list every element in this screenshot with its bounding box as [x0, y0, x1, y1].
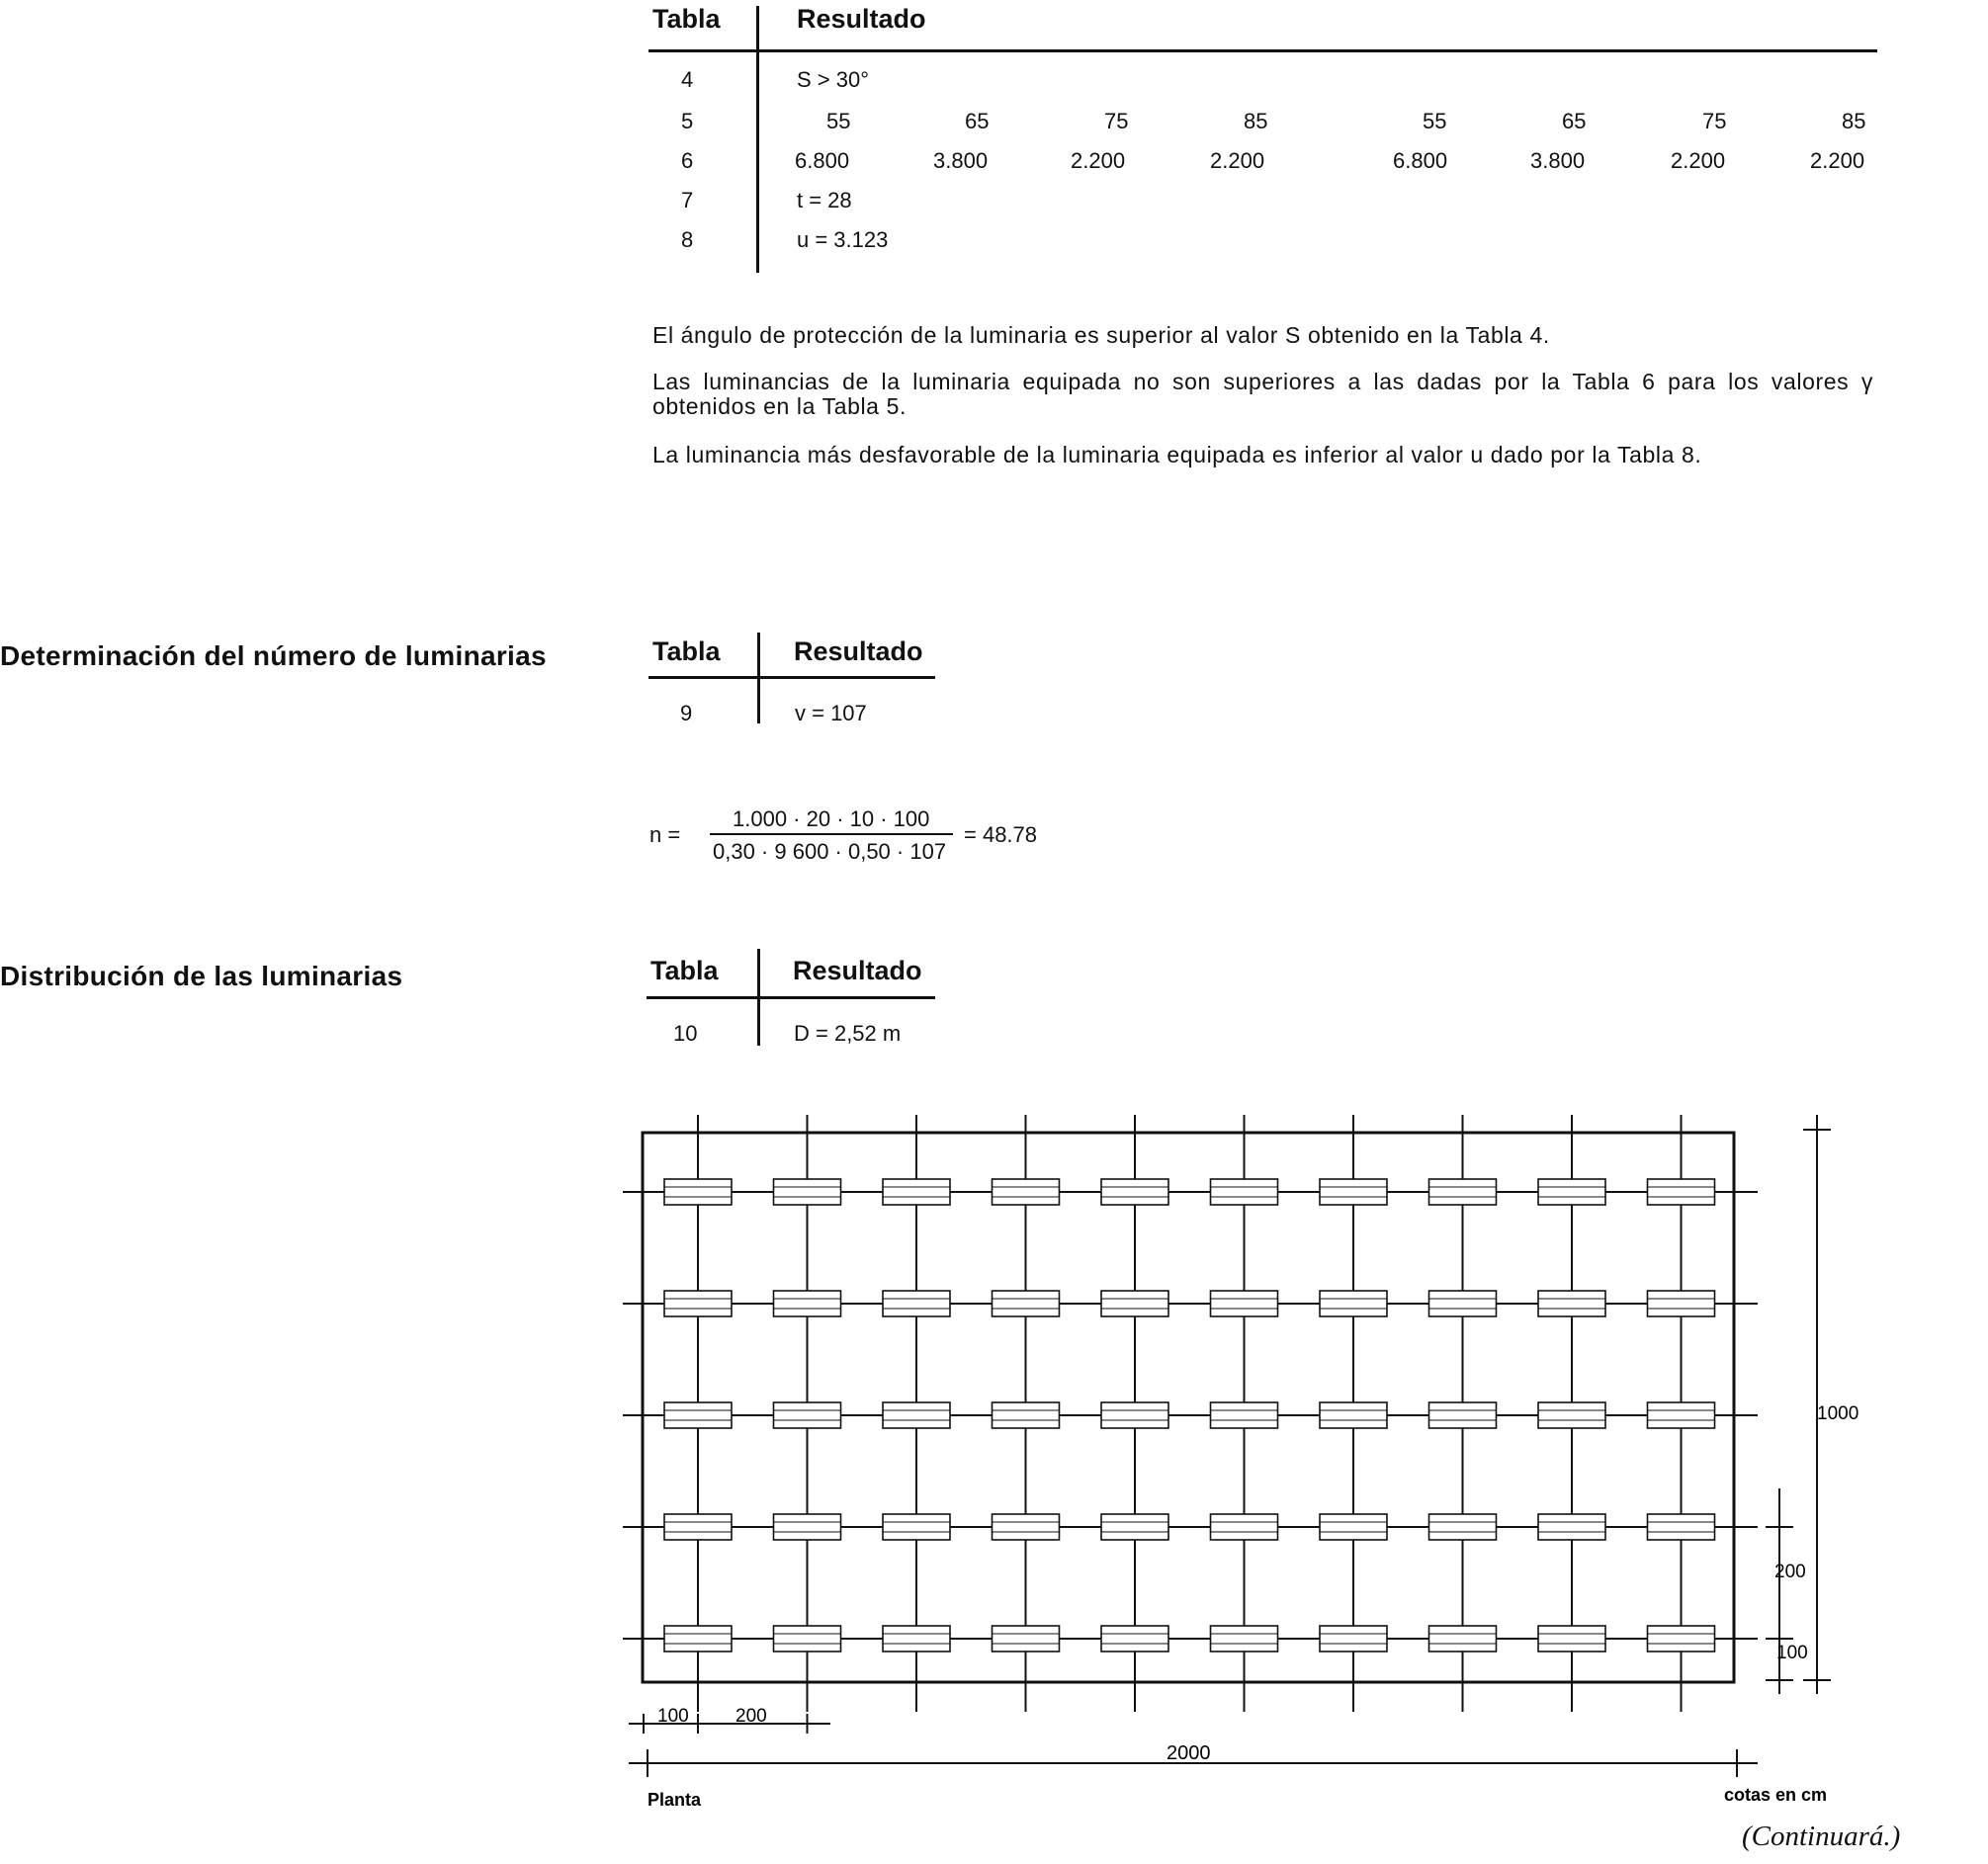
continuara-note: (Continuará.) [1742, 1821, 1901, 1852]
table-1-row-6-value: 2.200 [1071, 148, 1126, 173]
luminaire [883, 1179, 950, 1205]
dimension-label-100-right: 100 [1776, 1643, 1808, 1663]
luminaire [1211, 1179, 1278, 1205]
luminaire [993, 1402, 1060, 1428]
luminaire [774, 1291, 841, 1316]
luminaire [993, 1291, 1060, 1316]
luminaire [1648, 1291, 1715, 1316]
luminaire [1429, 1402, 1497, 1428]
formula-numerator: 1.000 · 20 · 10 · 100 [733, 806, 930, 831]
table-1-row-5-value: 75 [1104, 109, 1129, 133]
table-1-row-6-value: 3.800 [933, 148, 989, 173]
table-1-header-tabla: Tabla [652, 4, 721, 34]
paragraph-luminancias: Las luminancias de la luminaria equipada no son superiores a las dadas por la Tabla 6 para los valores γ obtenidos en la Tabla 5. [652, 369, 1873, 419]
dimension-label-1000: 1000 [1817, 1403, 1859, 1424]
luminaire [1320, 1514, 1387, 1540]
luminaire [883, 1291, 950, 1316]
luminaire [1429, 1626, 1497, 1652]
luminaire [1101, 1179, 1168, 1205]
plan-caption: Planta [648, 1790, 702, 1810]
table-10-header-tabla: Tabla [650, 956, 719, 985]
formula-lhs: n = [649, 822, 681, 847]
units-caption: cotas en cm [1724, 1785, 1828, 1805]
luminaire [774, 1179, 841, 1205]
luminaire [883, 1626, 950, 1652]
luminaire [1320, 1402, 1387, 1428]
luminaire [1101, 1514, 1168, 1540]
luminaire [774, 1402, 841, 1428]
table-1-row-8-tabla: 8 [681, 227, 694, 252]
luminaire [1648, 1626, 1715, 1652]
plan-grid [623, 1115, 1831, 1777]
table-1-row-8-resultado: u = 3.123 [797, 227, 889, 252]
luminaire [664, 1179, 732, 1205]
formula-denominator: 0,30 · 9 600 · 0,50 · 107 [713, 839, 947, 864]
table-1-row-7-tabla: 7 [681, 188, 694, 212]
luminaire [1101, 1291, 1168, 1316]
table-1-row-5-value: 85 [1842, 109, 1866, 133]
table-1-row-5-value: 55 [826, 109, 851, 133]
luminaire [883, 1402, 950, 1428]
luminaire [1538, 1179, 1605, 1205]
table-9-header-resultado: Resultado [794, 636, 923, 666]
luminaire [1101, 1626, 1168, 1652]
luminaire [1211, 1626, 1278, 1652]
luminaire [664, 1626, 732, 1652]
luminaire [1429, 1514, 1497, 1540]
table-10-header-resultado: Resultado [793, 956, 922, 985]
table-9-header-tabla: Tabla [652, 636, 721, 666]
table-9-resultado: v = 107 [795, 701, 867, 725]
table-1-row-6-value: 6.800 [1393, 148, 1448, 173]
dimension-label-200-bottom: 200 [735, 1706, 767, 1727]
paragraph-proteccion: El ángulo de protección de la luminaria es superior al valor S obtenido en la Tabla 4. [652, 322, 1550, 348]
section-title-distribucion: Distribución de las luminarias [0, 961, 403, 991]
luminaire [1429, 1291, 1497, 1316]
dimension-label-100-bottom: 100 [657, 1706, 689, 1727]
table-1-row-6-value: 2.200 [1810, 148, 1865, 173]
dimension-label-200-right: 200 [1774, 1562, 1806, 1582]
table-1-header-resultado: Resultado [797, 4, 926, 34]
luminaire [1320, 1179, 1387, 1205]
table-10-resultado: D = 2,52 m [794, 1021, 902, 1046]
luminaire [1429, 1179, 1497, 1205]
table-1-row-5-value: 75 [1702, 109, 1727, 133]
luminaire [1648, 1514, 1715, 1540]
formula-result: = 48.78 [964, 822, 1038, 847]
table-1-row-6-value: 2.200 [1671, 148, 1726, 173]
luminaire [664, 1514, 732, 1540]
luminaire [774, 1626, 841, 1652]
luminaire [1211, 1402, 1278, 1428]
luminaire [883, 1514, 950, 1540]
luminaire [993, 1626, 1060, 1652]
luminaire [1538, 1514, 1605, 1540]
table-1-row-4-resultado: S > 30° [797, 67, 870, 92]
luminaire [1211, 1291, 1278, 1316]
luminaire [664, 1291, 732, 1316]
paragraph-desfavorable: La luminancia más desfavorable de la luminaria equipada es inferior al valor u dado por la Tabla 8. [652, 442, 1702, 467]
table-1-row-5-value: 55 [1423, 109, 1447, 133]
table-1-row-5-value: 65 [965, 109, 990, 133]
luminaire [993, 1179, 1060, 1205]
luminaire [1320, 1626, 1387, 1652]
table-1-row-6-value: 3.800 [1530, 148, 1586, 173]
table-9-tabla: 9 [680, 701, 693, 725]
table-1-row-6-value: 2.200 [1210, 148, 1265, 173]
table-10-tabla: 10 [673, 1021, 698, 1046]
luminaire [1320, 1291, 1387, 1316]
table-1-row-5-value: 65 [1562, 109, 1587, 133]
luminaire [664, 1402, 732, 1428]
table-1-row-6-value: 6.800 [795, 148, 850, 173]
luminaire [1538, 1402, 1605, 1428]
luminaire [1648, 1402, 1715, 1428]
luminaire [1101, 1402, 1168, 1428]
luminaire [993, 1514, 1060, 1540]
table-1-row-6-tabla: 6 [681, 148, 694, 173]
luminaire [1648, 1179, 1715, 1205]
section-title-numero: Determinación del número de luminarias [0, 640, 547, 671]
table-1-row-5-value: 85 [1244, 109, 1268, 133]
luminaire [1538, 1626, 1605, 1652]
table-1-row-5-tabla: 5 [681, 109, 694, 133]
luminaire [1211, 1514, 1278, 1540]
dimension-label-2000: 2000 [1167, 1742, 1211, 1764]
table-1-row-4-tabla: 4 [681, 67, 694, 92]
luminaire [774, 1514, 841, 1540]
table-1-row-7-resultado: t = 28 [797, 188, 852, 212]
luminaire [1538, 1291, 1605, 1316]
